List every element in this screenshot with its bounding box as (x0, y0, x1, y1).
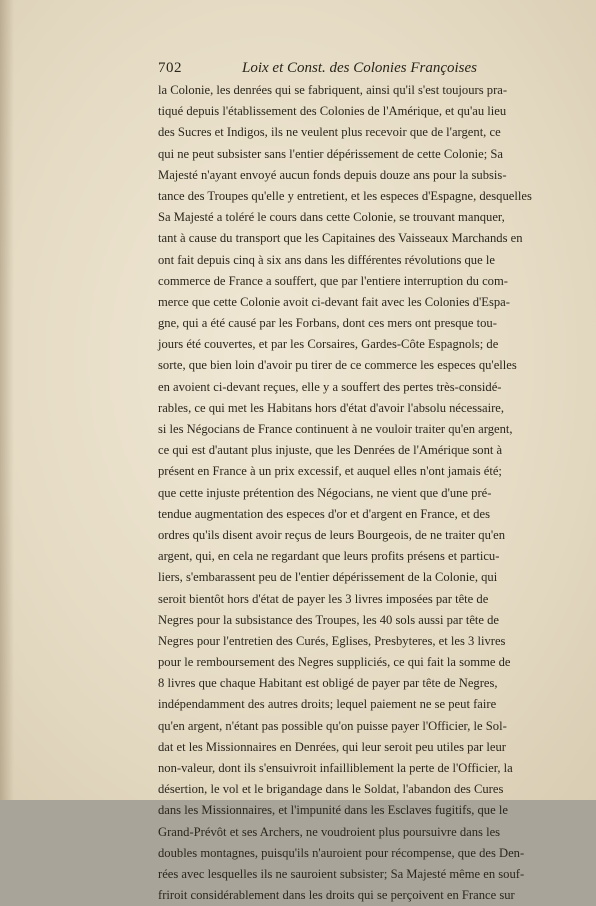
text-line: qui ne peut subsister sans l'entier dépérissement de cette Colonie; Sa (158, 146, 504, 161)
text-line: tance des Troupes qu'elle y entretient, et les especes d'Espagne, desquelles (158, 188, 532, 203)
text-line: rables, ce qui met les Habitans hors d'état d'avoir l'absolu nécessaire, (158, 400, 505, 415)
text-line: pour le remboursement des Negres suppliciés, ce qui fait la somme de (158, 655, 511, 670)
text-line: si les Négocians de France continuent à ne vouloir traiter qu'en argent, (158, 422, 513, 436)
text-line: doubles montagnes, puisqu'ils n'auroient pour récompense, que des Den- (158, 845, 525, 860)
running-head (158, 60, 477, 80)
text-line: tiqué depuis l'établissement des Colonies de l'Amérique, et qu'au lieu (158, 104, 507, 119)
body-text (158, 80, 532, 906)
text-line: que cette injuste prétention des Négocians, ne vient que d'une pré- (158, 485, 492, 500)
text-line: dat et les Missionnaires en Denrées, qui leur seroit peu utiles par leur (158, 739, 506, 754)
text-line: gne, qui a été causé par les Forbans, dont ces mers ont presque tou- (158, 316, 497, 331)
text-line: qu'en argent, n'étant pas possible qu'on puisse payer l'Officier, le Sol- (158, 718, 507, 733)
text-line: tendue augmentation des especes d'or et d'argent en France, et des (158, 506, 490, 521)
text-line: tant à cause du transport que les Capitaines des Vaisseaux Marchands en (158, 231, 523, 246)
text-line: jours été couvertes, et par les Corsaires, Gardes-Côte Espagnols; de (158, 337, 499, 352)
text-line: commerce de France a souffert, que par l'entiere interruption du com- (158, 273, 508, 288)
text-line: Majesté n'ayant envoyé aucun fonds depuis douze ans pour la subsis- (158, 167, 507, 182)
text-line: la Colonie, les denrées qui se fabriquent, ainsi qu'il s'est toujours pra- (158, 83, 508, 97)
text-line: non-valeur, dont ils s'ensuivroit infailliblement la perte de l'Officier, la (158, 761, 513, 775)
text-line: merce que cette Colonie avoit ci-devant fait avec les Colonies d'Espa- (158, 294, 510, 309)
text-line: rées avec lesquelles ils ne sauroient subsister; Sa Majesté même en souf- (158, 866, 525, 881)
text-line: Sa Majesté a toléré le cours dans cette Colonie, se trouvant manquer, (158, 210, 505, 225)
text-line: désertion, le vol et le brigandage dans le Soldat, l'abandon des Cures (158, 782, 504, 797)
text-line: friroit considérablement dans les droits qui se perçoivent en France sur (158, 888, 515, 903)
text-line: Negres pour la subsistance des Troupes, les 40 sols aussi par tête de (158, 612, 500, 627)
text-line: présent en France à un prix excessif, et auquel elles n'ont jamais été; (158, 464, 502, 479)
text-line: Negres pour l'entretien des Curés, Eglises, Presbyteres, et les 3 livres (158, 633, 506, 648)
text-line: des Sucres et Indigos, ils ne veulent plus recevoir que de l'argent, ce (158, 125, 501, 140)
text-line: Grand-Prévôt et ses Archers, ne voudroient plus poursuivre dans les (158, 824, 501, 839)
text-line: ordres qu'ils disent avoir reçus de leurs Bourgeois, de ne traiter qu'en (158, 527, 506, 542)
page-number: 702 (158, 60, 182, 76)
text-line: en avoient ci-devant reçues, elle y a souffert des pertes très-considé- (158, 379, 502, 394)
text-line: ont fait depuis cinq à six ans dans les différentes révolutions que le (158, 252, 495, 267)
text-line: seroit bientôt hors d'état de payer les 3 livres imposées par tête de (158, 591, 489, 606)
text-line: 8 livres que chaque Habitant est obligé de payer par tête de Negres, (158, 676, 498, 691)
running-title: Loix et Const. des Colonies Françoises (242, 60, 477, 76)
text-line: sorte, que bien loin d'avoir pu tirer de ce commerce les especes qu'elles (158, 358, 517, 373)
text-line: argent, qui, en cela ne regardant que leurs profits présens et particu- (158, 549, 500, 564)
text-line: dans les Missionnaires, et l'impunité dans les Esclaves fugitifs, que le (158, 803, 508, 818)
text-line: ce qui est d'autant plus injuste, que les Denrées de l'Amérique sont à (158, 443, 503, 458)
text-line: indépendamment des autres droits; lequel paiement ne se peut faire (158, 697, 497, 712)
text-line: liers, s'embarassent peu de l'entier dépérissement de la Colonie, qui (158, 570, 498, 585)
